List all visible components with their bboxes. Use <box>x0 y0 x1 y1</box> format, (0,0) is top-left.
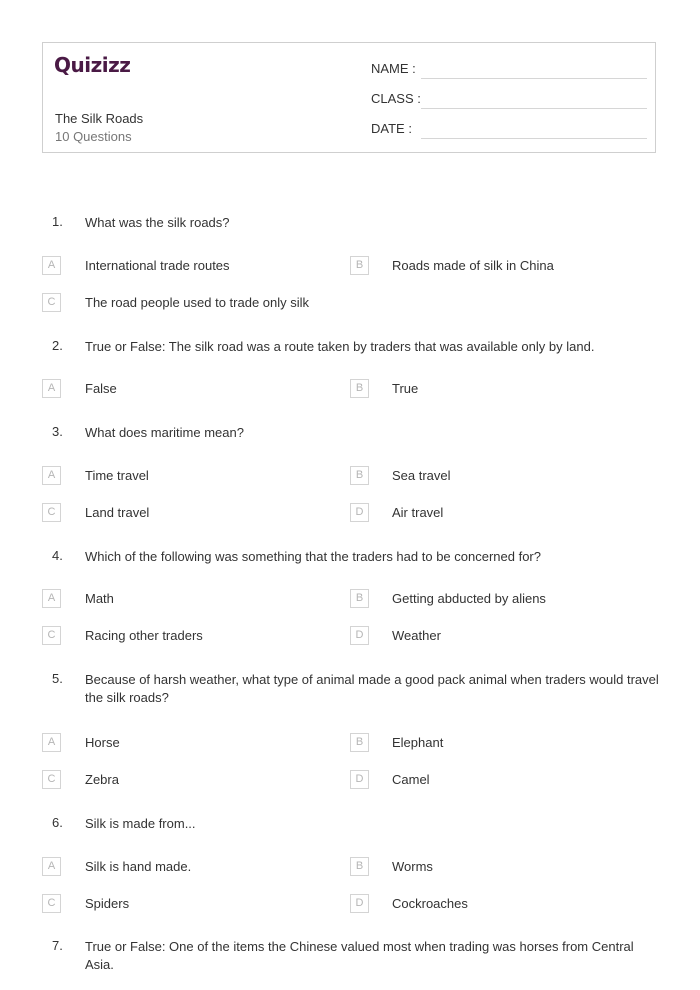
question-number: 1. <box>52 214 63 229</box>
option-letter-box: C <box>42 894 61 913</box>
name-label: NAME : <box>371 61 416 76</box>
option-letter-box: B <box>350 466 369 485</box>
question-number: 6. <box>52 815 63 830</box>
option-text: Elephant <box>392 735 444 750</box>
question-count: 10 Questions <box>55 129 132 144</box>
option-text: Worms <box>392 859 433 874</box>
option-text: Land travel <box>85 505 150 520</box>
option-text: Air travel <box>392 505 444 520</box>
option-letter-box: C <box>42 770 61 789</box>
worksheet-title: The Silk Roads <box>55 111 144 126</box>
option-letter-box: A <box>42 256 61 275</box>
option-letter-box: C <box>42 503 61 522</box>
class-label: CLASS : <box>371 91 421 106</box>
worksheet-header <box>42 42 656 153</box>
question-number: 3. <box>52 424 63 439</box>
option-text: False <box>85 381 117 396</box>
question-text: True or False: The silk road was a route taken by traders that was available only by land. <box>85 339 595 354</box>
option-letter-box: D <box>350 770 369 789</box>
option-letter-box: A <box>42 733 61 752</box>
option-text: Math <box>85 591 114 606</box>
question-text: Because of harsh weather, what type of animal made a good pack animal when traders would travel the silk roads? <box>85 672 659 705</box>
option-letter-box: B <box>350 379 369 398</box>
option-letter-box: B <box>350 256 369 275</box>
question-number: 7. <box>52 938 63 953</box>
option-text: Getting abducted by aliens <box>392 591 546 606</box>
question-text: What does maritime mean? <box>85 425 244 440</box>
option-letter-box: C <box>42 293 61 312</box>
question-text: True or False: One of the items the Chinese valued most when trading was horses from Central Asia. <box>85 939 634 972</box>
question-text: What was the silk roads? <box>85 215 230 230</box>
option-text: Time travel <box>85 468 149 483</box>
question-number: 5. <box>52 671 63 686</box>
option-text: Weather <box>392 628 441 643</box>
option-text: Sea travel <box>392 468 451 483</box>
option-text: The road people used to trade only silk <box>85 295 310 310</box>
question-text: Which of the following was something that the traders had to be concerned for? <box>85 549 541 564</box>
option-text: Silk is hand made. <box>85 859 192 874</box>
name-line <box>421 78 647 79</box>
option-letter-box: B <box>350 589 369 608</box>
option-letter-box: D <box>350 894 369 913</box>
class-line <box>421 108 647 109</box>
question-text: Silk is made from... <box>85 816 196 831</box>
option-letter-box: A <box>42 379 61 398</box>
date-line <box>421 138 647 139</box>
question-number: 4. <box>52 548 63 563</box>
date-label: DATE : <box>371 121 412 136</box>
option-text: Zebra <box>85 772 119 787</box>
question-number: 2. <box>52 338 63 353</box>
option-text: Racing other traders <box>85 628 203 643</box>
option-text: Spiders <box>85 896 130 911</box>
option-text: True <box>392 381 419 396</box>
quizizz-logo: Quizizz <box>54 53 131 77</box>
option-letter-box: A <box>42 466 61 485</box>
option-letter-box: D <box>350 503 369 522</box>
option-letter-box: D <box>350 626 369 645</box>
option-text: Horse <box>85 735 120 750</box>
option-letter-box: C <box>42 626 61 645</box>
option-text: Cockroaches <box>392 896 468 911</box>
option-letter-box: A <box>42 857 61 876</box>
option-text: International trade routes <box>85 258 230 273</box>
option-letter-box: A <box>42 589 61 608</box>
option-letter-box: B <box>350 857 369 876</box>
option-text: Camel <box>392 772 430 787</box>
option-letter-box: B <box>350 733 369 752</box>
option-text: Roads made of silk in China <box>392 258 554 273</box>
